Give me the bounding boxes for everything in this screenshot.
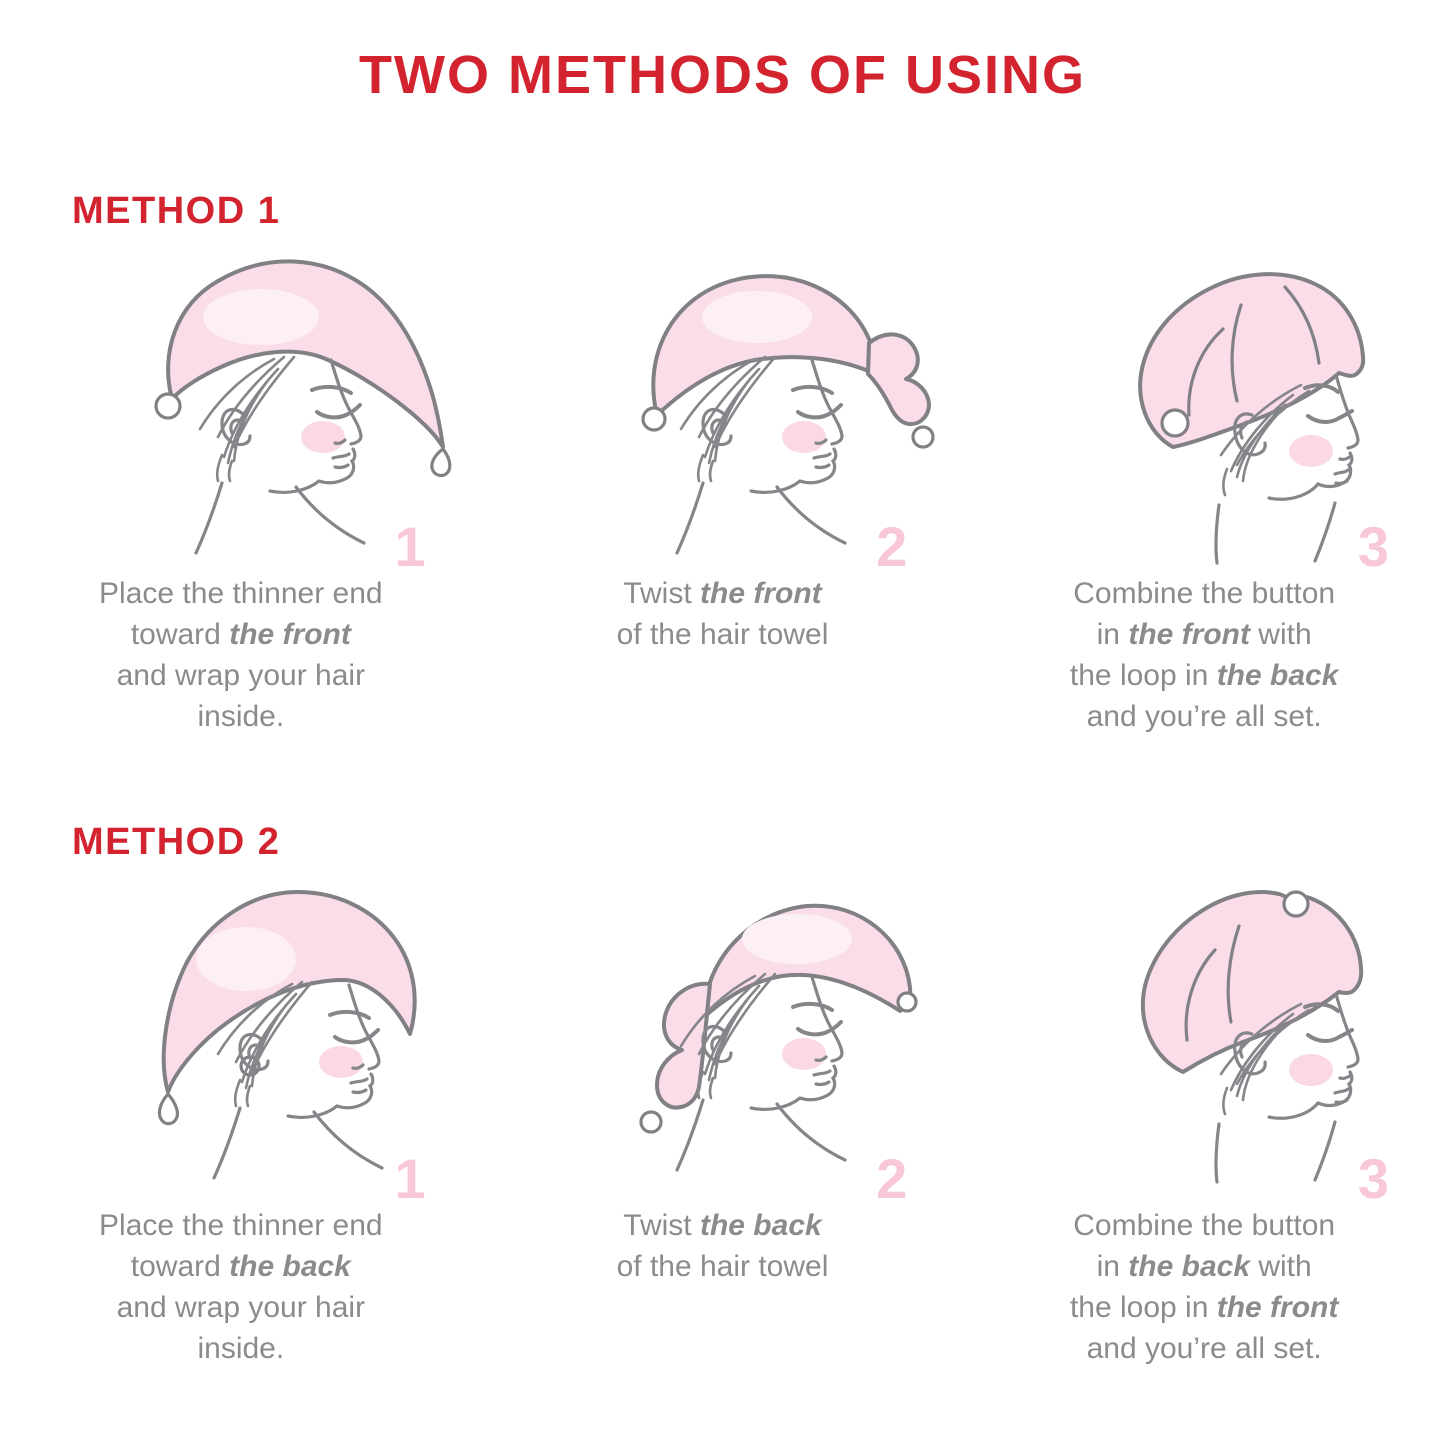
illustration-method1-step2 — [482, 247, 964, 578]
step-caption: Combine the button in the front with the loop in the back and you’re all set. — [1069, 577, 1339, 733]
step-caption: Twist the back of the hair towel — [616, 1209, 829, 1283]
page-title: TWO METHODS OF USING — [359, 45, 1086, 105]
step-caption: Place the thinner end toward the front and wrap your hair inside. — [99, 577, 383, 733]
method-2-section — [0, 821, 1445, 1369]
step-caption: Combine the button in the back with the loop in the front and you’re all set. — [1069, 1209, 1339, 1365]
method-1-section — [0, 190, 1445, 737]
method-2-heading: METHOD 2 — [72, 821, 281, 863]
step-caption: Twist the front of the hair towel — [616, 577, 829, 651]
step-number: 3 — [1357, 515, 1389, 578]
illustration-method2-step2 — [482, 864, 964, 1210]
step-number: 3 — [1357, 1147, 1389, 1210]
illustration-method1-step3 — [963, 247, 1445, 578]
step-number: 1 — [394, 1147, 426, 1210]
illustration-method1-step1 — [0, 247, 482, 578]
step-caption: Place the thinner end toward the back and wrap your hair inside. — [99, 1209, 383, 1365]
method-1-figures — [0, 247, 1445, 578]
step-number: 2 — [876, 1147, 908, 1210]
method-2-figures — [0, 864, 1445, 1210]
illustration-method2-step3 — [963, 864, 1445, 1210]
step-number: 2 — [876, 515, 908, 578]
method-1-heading: METHOD 1 — [72, 190, 281, 232]
step-number: 1 — [394, 515, 426, 578]
illustration-method2-step1 — [0, 864, 482, 1210]
method-1-captions — [0, 573, 1445, 737]
method-2-captions — [0, 1205, 1445, 1369]
